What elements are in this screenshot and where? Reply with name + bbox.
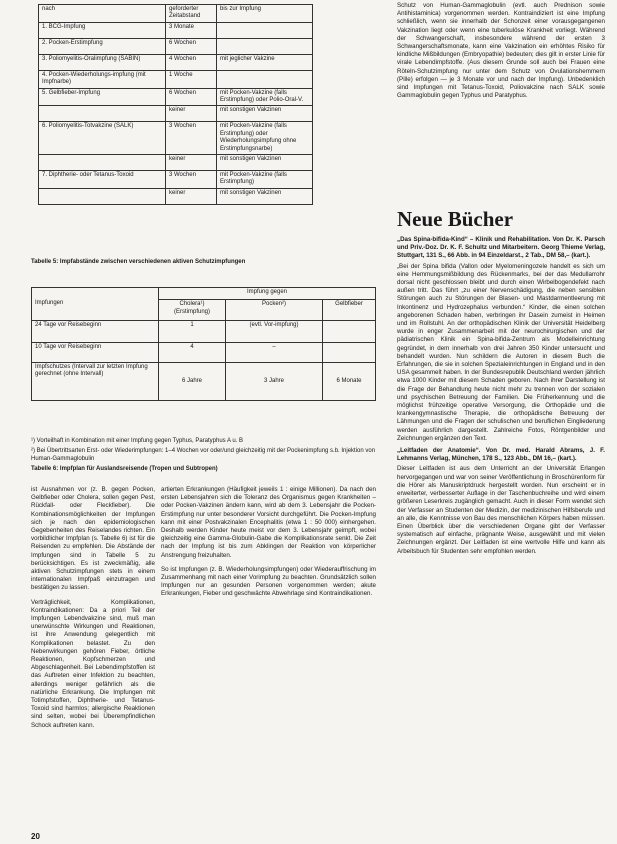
table-cell: 4. Pocken-Wiederholungs-impfung (mit Impfnarbe) (39, 70, 166, 88)
review-body: Dieser Leitfaden ist aus dem Unterricht an der Universität Erlangen hervorgegangen und war von seiner Veröffentlichung in Broschürenform für die Hörer als Manuskriptdruck hergestellt worden. Nun erscheint er in erweiterter, verbesserter Auflage in der Taschenbuchreihe und wird einem größeren Leserkreis zugänglich gemacht. Auch in dieser Form wendet sich der Verfasser an Studenten der Medizin, der medizinischen Hilfsberufe und an alle, die Kenntnisse von Bau des menschlichen Körpers haben müssen. Einen Überblick über die verschiedenen Organe gibt der Verfasser systematisch auf einfache, prägnante Weise, ausgewählt und mit vielen Zeichnungen ergänzt. Der Leitfaden ist eine wertvolle Hilfe und kann als Arbeitsbuch für Studenten sehr empfohlen werden. (397, 465, 605, 555)
table-cell: keiner (166, 155, 217, 171)
table-cell: 10 Tage vor Reisebeginn (32, 343, 159, 363)
table-5 (38, 4, 313, 205)
table-row (39, 38, 313, 54)
table-cell: 4 (159, 343, 226, 363)
table-cell (39, 106, 166, 122)
table-cell: 3. Poliomyelitis-Oralimpfung (SABIN) (39, 54, 166, 70)
table-cell: keiner (166, 188, 217, 204)
table-row (32, 363, 376, 401)
table-cell (323, 321, 376, 343)
table-row (39, 70, 313, 88)
table-row (39, 155, 313, 171)
table-cell: mit jeglicher Vakzine (217, 54, 313, 70)
table-cell: mit Pocken-Vakzine (falls Erstimpfung) oder Wiederholungsimpfung ohne Erstimpfungsnarbe) (217, 122, 313, 155)
table-header: Gelbfieber (323, 300, 376, 321)
left-column (31, 486, 155, 826)
paragraph: Verträglichkeit, Komplikationen, Kontraindikationen: Da a priori Teil der Impfungen Lebendvakzine sind, muß man unerwünschte Wirkungen und Reaktionen, ist ihre Anwendung gelegentlich mit Komplikationen belastet. Zu den Nebenwirkungen gehören Fieber, örtliche Reaktionen, Kopfschmerzen und Abgeschlagenheit. Bei Lebendimpfstoffen ist das Auftreten einer Infektion zu beachten, allerdings weniger gefährlich als die natürliche Erkrankung. Die Impfungen mit Totimpfstoffen, Diphtherie- und Tetanus-Toxoid sind harmlos; allergische Reaktionen sind selten, wobei bei Überempfindlichen Schock auftreten kann. (31, 598, 155, 729)
table-row (32, 288, 376, 300)
table-cell: 3 Wochen (166, 122, 217, 155)
table-6 (31, 287, 376, 401)
table-row (39, 171, 313, 189)
table-cell: mit sonstigen Vakzinen (217, 188, 313, 204)
table-cell: mit Pocken-Vakzine (falls Erstimpfung) (217, 171, 313, 189)
table-cell: 3 Monate (166, 22, 217, 38)
table-cell (323, 343, 376, 363)
review-body: „Bei der Spina bifida (Vallon oder Myelomeningozele handelt es sich um eine Hemmungsmißbildung des Rückenmarks, bei der das Medullarrohr dorsal nicht geschlossen bleibt und durch einen Wirbelbogendefekt nach außen tritt. Das führt „zu einer Nervenschädigung, die neben sensiblen Störungen auch zu Störungen der Blasen- und Mastdarmentleerung mit Inkontinenz und Hydrozephalus verbunden.“ Kinder, die einen solchen angeborenen Schaden haben, verbringen ihr Dasein zumeist in Heimen und im Rollstuhl. An der orthopädischen Klinik der Universität Heidelberg wurde in enger Zusammenarbeit mit der neurochirurgischen und der pädiatrischen Klinik ein Spina-bifida-Zentrum als Modelleinrichtung gegründet, in dem innerhalb von drei Jahren 350 Kinder untersucht und behandelt wurden. Nun schildern die Autoren in diesem Buch die Erfahrungen, die sie in solchen Spezialeinrichtungen in England und in den USA gesammelt haben. In der Bundesrepublik Deutschland werden jährlich etwa 1000 Kinder mit diesem Schaden geboren. Nach ihrer Darstellung ist die Frage der Behandlung heute nicht mehr zu trennen von der sozialen und psychischen Betreuung der Familien. Die Früherkennung und die möglichst frühzeitige operative Versorgung, die Orthopädie und die krankengymnastische Therapie, die orthopädische Betreuung der Lähmungen und die Fragen der schulischen und beruflichen Eingliederung werden ausführlich dargestellt. Zahlreiche Fotos, Röntgenbilder und Zeichnungen ergänzen den Text. (397, 262, 605, 442)
footnote-2: ²) Bei Übertrittsarten Erst- oder Wiederimpfungen: 1–4 Wochen vor oder/und gleichzeitig mit der Pockenimpfung s.b. Injektion von Human-Gammaglobulin (31, 448, 376, 462)
table-cell: 1 Woche (166, 70, 217, 88)
table-cell (217, 38, 313, 54)
table-cell: Impfschutzes (Intervall zur letzten Impfung gerechnet (ohne Intervall) (32, 363, 159, 401)
table-row (39, 188, 313, 204)
table-row (39, 88, 313, 106)
table-header: Cholera¹) (Erstimpfung) (159, 300, 226, 321)
paragraph: So ist Impfungen (z. B. Wiederholungsimpfungen) oder Wiederauffrischung im Zusammenhang mit nach einer Vorimpfung zu beachten. Grundsätzlich sollen Impfungen nur an gesunden Personen vorgenommen werden; akute Erkrankungen, Fieber und geschwächte Abwehrlage sind Kontraindikationen. (161, 565, 376, 598)
table-cell: 1 (159, 321, 226, 343)
table-cell: 6 Jahre (159, 363, 226, 401)
table-header: geforderter Zeitabstand (166, 5, 217, 23)
table-header: Impfungen (32, 288, 159, 321)
review-title: „Leitfaden der Anatomie“. Von Dr. med. Harald Abrams, J. F. Lehmanns Verlag, München, 178 S., 123 Abb., DM 16,– (kart.). (397, 447, 605, 463)
table-cell: 6 Wochen (166, 38, 217, 54)
table-cell: mit Pocken-Vakzine (falls Erstimpfung) oder Polio-Oral-V. (217, 88, 313, 106)
table-header: nach (39, 5, 166, 23)
table-row (32, 343, 376, 363)
table-5-caption: Tabelle 5: Impfabstände zwischen verschiedenen aktiven Schutzimpfungen (31, 259, 246, 265)
table-cell (39, 155, 166, 171)
table-cell: keiner (166, 106, 217, 122)
table-cell: 24 Tage vor Reisebeginn (32, 321, 159, 343)
paragraph: ist Ausnahmen vor (z. B. gegen Pocken, Gelbfieber oder Cholera, sollen gegen Pest, Rückfall- oder Fleckfieber). Die Kombinationsmöglichkeiten der Impfungen sich je nach den epidemiologischen Gegebenheiten des Reiselandes richten. Ein vorbildlicher Impfplan (s. Tabelle 6) ist für die Reisenden zu empfehlen. Die Abstände der Impfungen sind in Tabelle 5 zu berücksichtigen. Es ist zweckmäßig, alle aktiven Schutzimpfungen stets in einem internationalen Impfpaß einzutragen und bestätigen zu lassen. (31, 486, 155, 592)
table-row (32, 321, 376, 343)
section-heading: Neue Bücher (397, 207, 514, 231)
table-row (39, 106, 313, 122)
review-title: „Das Spina-bifida-Kind“ – Klinik und Rehabilitation. Von Dr. K. Parsch und Priv.-Doz. Dr. K. F. Schultz und Mitarbeitern. Georg Thieme Verlag, Stuttgart, 131 S., 66 Abb. in 94 Einzeldarst., 2 Tab., DM 58,– (kart.). (397, 236, 605, 260)
table-cell: 4 Wochen (166, 54, 217, 70)
table-row (39, 122, 313, 155)
paragraph: artierten Erkrankungen (Häufigkeit jeweils 1 : einige Millionen). Da nach den ersten Lebensjahren sich die Toleranz des Organismus gegen Krankheiten – oder Pocken-Vakzinen ändern kann, wird ab dem 3. Lebensjahr die Pocken-Erstimpfung nur unter besonderer Vorsicht durchgeführt. Die Pocken-Impfung kann mit einer Postvakzinalen Encephalitis (etwa 1 : 50 000) einhergehen. Deshalb werden Kinder heute meist vor dem 3. Lebensjahr geimpft, wobei gleichzeitig eine Gamma-Globulin-Gabe die Komplikationsrate senkt. Die Zeit nach der Impfung ist bis zum Abklingen der Reaktion von körperlicher Anstrengung freizuhalten. (161, 486, 376, 559)
table-header: Pocken²) (226, 300, 323, 321)
table-row (39, 5, 313, 23)
table-cell: mit sonstigen Vakzinen (217, 155, 313, 171)
table-cell: 7. Diphtherie- oder Tetanus-Toxoid (39, 171, 166, 189)
right-column-top: Schutz von Human-Gammaglobulin (evtl. auch Prednison sowie Antihistaminica) vorgenommen werden. Kontraindiziert ist eine Impfung schließlich, wenn sie innerhalb der Schonzeit einer vorausgegangenen Vakzination liegt oder wenn eine tuberkulöse Krankheit vorliegt. Während der Schwangerschaft, insbesondere während der ersten 3 Schwangerschaftsmonate, kann eine Vakzination ein erhöhtes Risiko für kindliche Mißbildungen (Embryopathie) bedeuten; dies gilt in erster Linie für virale Lebendimpfstoffe. (Aus diesem Grunde soll auch bei Frauen eine Röteln-Schutzimpfung nur unter dem Schutz von Ovulationshemmern (Pille) erfolgen — je 3 Monate vor und nach der Impfung). Unbedenklich sind Impfungen mit Tetanus-Toxoid, Poliovakzine nach SALK sowie Gammaglobulin gegen Typhus und Paratyphus. (397, 2, 605, 100)
table-cell: 6. Poliomyelitis-Totvakzine (SALK) (39, 122, 166, 155)
table-cell (39, 188, 166, 204)
table-header: bis zur Impfung (217, 5, 313, 23)
table-group-header: Impfung gegen (159, 288, 376, 300)
table-cell (217, 22, 313, 38)
table-cell: 3 Wochen (166, 171, 217, 189)
table-cell: 5. Gelbfieber-Impfung (39, 88, 166, 106)
table-cell: 3 Jahre (226, 363, 323, 401)
table-cell: – (226, 343, 323, 363)
middle-column (161, 486, 376, 826)
table-cell: 6 Wochen (166, 88, 217, 106)
table-cell: (evtl. Vor-impfung) (226, 321, 323, 343)
footnote-1: ¹) Vorteilhaft in Kombination mit einer Impfung gegen Typhus, Paratyphus A u. B (31, 438, 244, 444)
table-6-caption: Tabelle 6: Impfplan für Auslandsreisende (Tropen und Subtropen) (31, 466, 218, 472)
table-cell (217, 70, 313, 88)
table-row (39, 22, 313, 38)
page-number: 20 (31, 832, 40, 841)
table-cell: mit sonstigen Vakzinen (217, 106, 313, 122)
table-row (39, 54, 313, 70)
table-cell: 1. BCG-Impfung (39, 22, 166, 38)
table-cell: 6 Monate (323, 363, 376, 401)
table-cell: 2. Pocken-Erstimpfung (39, 38, 166, 54)
right-column-reviews (397, 236, 605, 840)
